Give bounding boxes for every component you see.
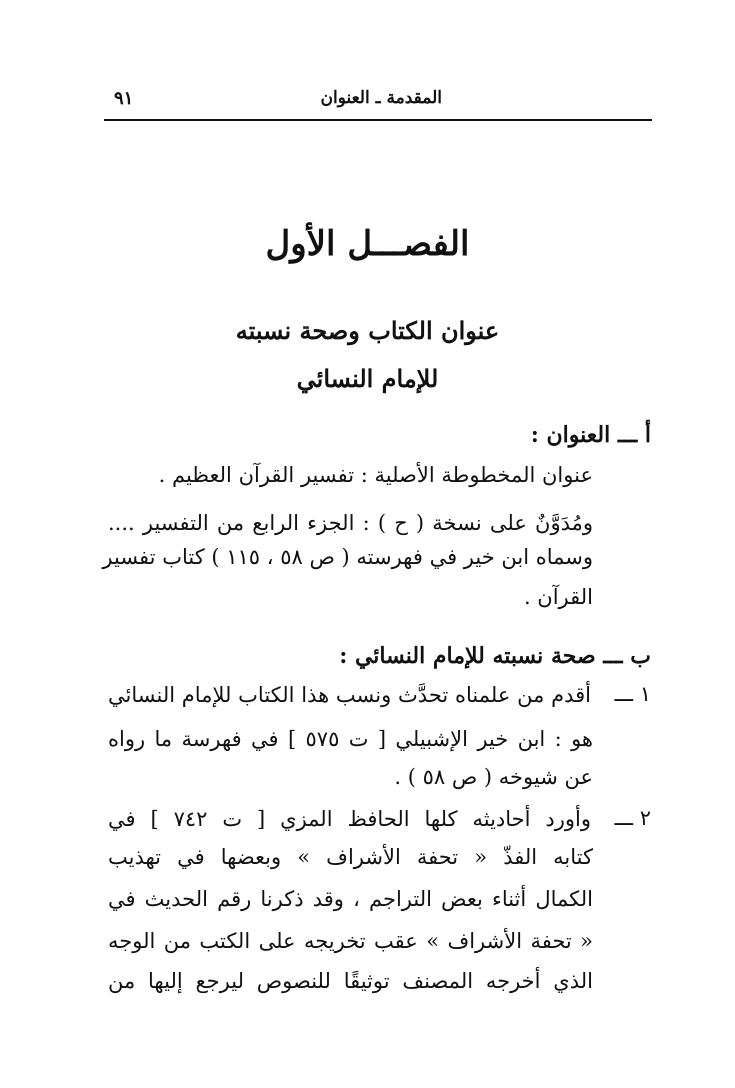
part-a-line-1: عنوان المخطوطة الأصلية : تفسير القرآن العظيم .	[158, 463, 593, 487]
page-header	[104, 88, 652, 122]
page-number: ٩١	[114, 88, 134, 109]
part-a-line-2: ومُدَوَّنٌ على نسخة ( ح ) : الجزء الرابع من التفسير ....	[108, 511, 593, 535]
item-2-line-1: وأورد أحاديثه كلها الحافظ المزي [ ت ٧٤٢ ] في	[108, 807, 592, 831]
item-1-number: ١ ـــ	[614, 682, 651, 706]
chapter-title: الفصـــل الأول	[265, 224, 470, 264]
section-title-line2: للإمام النسائي	[296, 364, 439, 393]
item-2-line-5: الذي أخرجه المصنف توثيقًا للنصوص ليرجع إليها من	[108, 969, 593, 993]
section-title-line1: عنوان الكتاب وصحة نسبته	[235, 316, 500, 345]
item-1-line-1: أقدم من علمناه تحدَّث ونسب هذا الكتاب للإمام النسائي	[108, 683, 591, 707]
item-1-line-3: عن شيوخه ( ص ٥٨ ) .	[394, 765, 593, 789]
item-2-line-3: الكمال أثناء بعض التراجم ، وقد ذكرنا رقم الحديث في	[108, 887, 593, 911]
part-a-line-4: القرآن .	[523, 585, 593, 609]
part-a-line-3: وسماه ابن خير في فهرسته ( ص ٥٨ ، ١١٥ ) كتاب تفسير	[102, 545, 593, 569]
item-2-number: ٢ ـــ	[614, 806, 651, 830]
part-a-heading: أ ـــ العنوان :	[530, 422, 651, 448]
item-2-line-4: « تحفة الأشراف » عقب تخريجه على الكتب من الوجه	[108, 929, 593, 953]
part-b-heading: ب ـــ صحة نسبته للإمام النسائي :	[339, 643, 651, 669]
running-title: المقدمة ـ العنوان	[320, 88, 442, 108]
item-1-line-2: هو : ابن خير الإشبيلي [ ت ٥٧٥ ] في فهرسة ما رواه	[108, 727, 594, 751]
header-rule	[104, 119, 652, 121]
item-2-line-2: كتابه الفذّ « تحفة الأشراف » وبعضها في تهذيب	[108, 845, 593, 869]
